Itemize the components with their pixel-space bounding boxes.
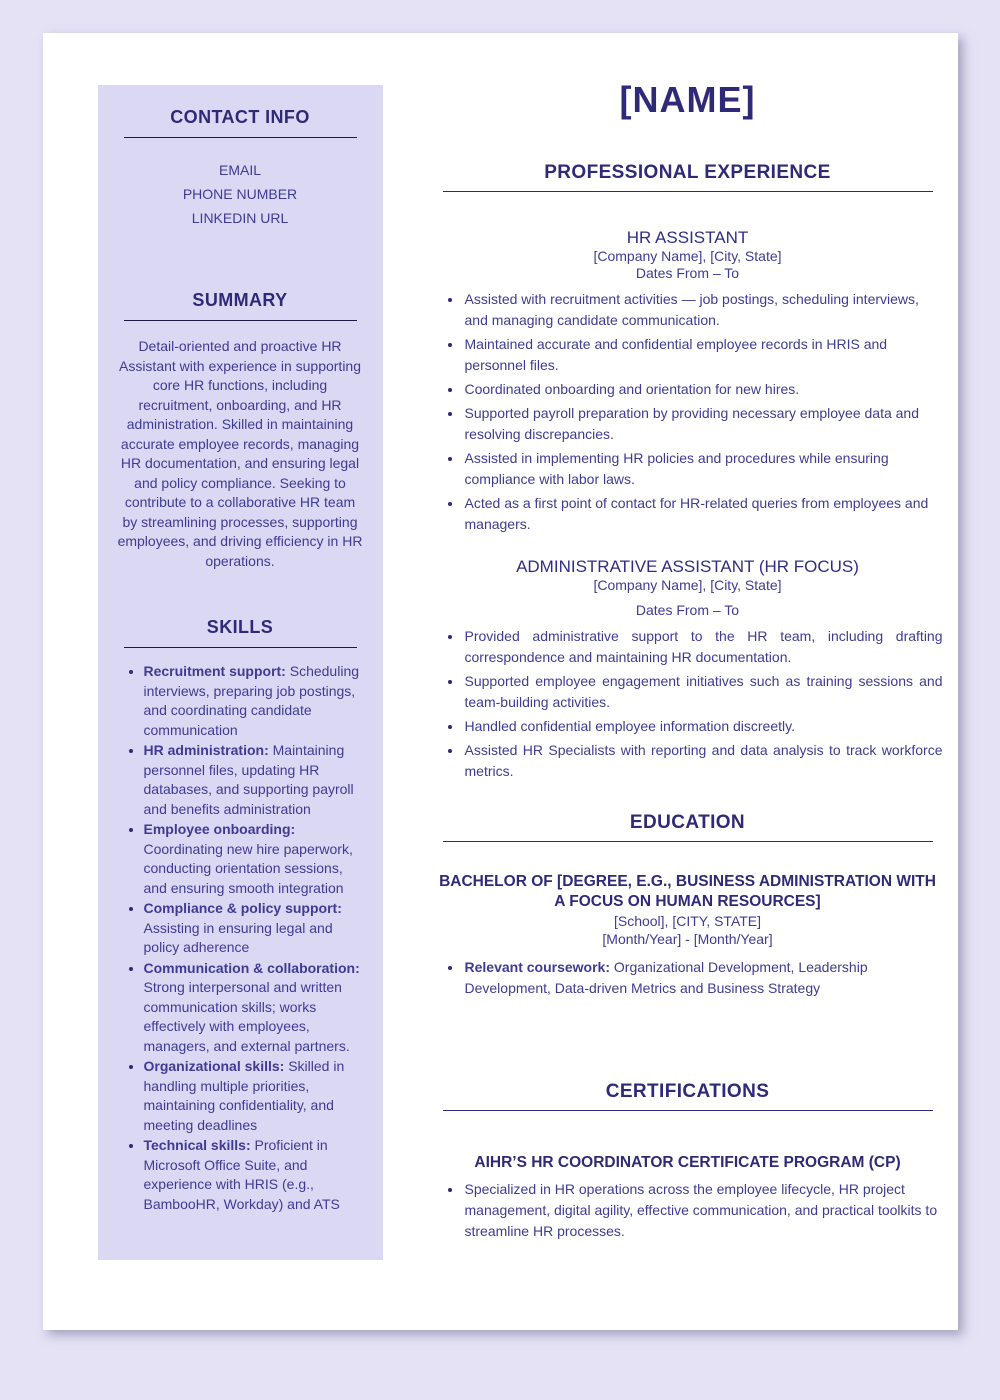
- skill-label: Compliance & policy support:: [143, 900, 342, 916]
- skill-text: Strong interpersonal and written communication skills; works effectively with employees, managers, and external partners.: [143, 979, 350, 1054]
- summary-text: Detail-oriented and proactive HR Assistant with experience in supporting core HR functions, including recruitment, onboarding, and HR administration. Skilled in maintaining accurate employee records, managing HR documentation, and ensuring legal and policy compliance. Seeking to contribute to a collaborative HR team by streamlining processes, supporting employees, and driving efficiency in HR operations.: [117, 338, 363, 569]
- job1-bullet: • Assisted in implementing HR policies and procedures while ensuring compliance with labor laws.: [463, 448, 943, 490]
- skill-label: Employee onboarding:: [143, 821, 296, 837]
- certifications-heading: CERTIFICATIONS: [605, 1081, 770, 1102]
- skill-item: [144, 1057, 363, 1135]
- skills-list: [118, 662, 363, 1214]
- skill-item: [144, 741, 363, 819]
- skill-text: Assisting in ensuring legal and policy adherence: [143, 919, 333, 955]
- skill-text: Proficient in Microsoft Office Suite, and experience with HRIS (e.g., BambooHR, Workday) and ATS: [143, 1137, 340, 1212]
- job2-bullet: • Assisted HR Specialists with reporting and data analysis to track workforce metrics.: [463, 740, 943, 782]
- skill-item: [144, 959, 363, 1057]
- certification-bullets: [433, 1179, 943, 1242]
- skill-label: Organizational skills:: [143, 1058, 285, 1074]
- coursework-label: Relevant coursework:: [464, 959, 610, 975]
- contact-list: [118, 158, 363, 230]
- job2-bullet: • Supported employee engagement initiatives such as training sessions and team-building activities.: [463, 671, 943, 713]
- certification-bullet: • Specialized in HR operations across the employee lifecycle, HR project management, digital agility, effective communication, and practical toolkits to streamline HR processes.: [463, 1179, 943, 1242]
- skill-label: Communication & collaboration:: [143, 959, 360, 976]
- skill-item: [144, 899, 363, 958]
- skill-text: Skilled in handling multiple priorities, maintaining confidentiality, and meeting deadlines: [143, 1058, 345, 1133]
- summary-heading: SUMMARY: [124, 290, 357, 321]
- job2-title: ADMINISTRATIVE ASSISTANT (HR FOCUS): [516, 557, 859, 576]
- skill-item: [144, 1136, 363, 1214]
- skill-label: Technical skills:: [143, 1137, 251, 1153]
- job2-dates: Dates From – To: [635, 602, 740, 618]
- job1-bullet: • Assisted with recruitment activities — job postings, scheduling interviews, and managing candidate communication.: [463, 289, 943, 331]
- skill-text: Coordinating new hire paperwork, conducting orientation sessions, and ensuring smooth integration: [143, 840, 353, 896]
- job1-bullet: • Coordinated onboarding and orientation for new hires.: [463, 379, 943, 400]
- main-column: [433, 80, 943, 1245]
- job1-bullets: [433, 289, 943, 535]
- job1-bullet: • Acted as a first point of contact for HR-related queries from employees and managers.: [463, 493, 943, 535]
- contact-item: PHONE NUMBER: [182, 186, 298, 202]
- certifications-rule: [443, 1110, 933, 1111]
- skill-item: [144, 820, 363, 898]
- school-line: [School], [CITY, STATE]: [613, 913, 762, 929]
- coursework-list: [433, 957, 943, 999]
- sidebar: [98, 85, 383, 1260]
- experience-heading: PROFESSIONAL EXPERIENCE: [544, 162, 831, 183]
- education-rule: [443, 841, 933, 842]
- resume-page: [43, 33, 958, 1330]
- coursework-item: [463, 957, 943, 999]
- skill-label: HR administration:: [143, 742, 269, 758]
- job2-bullets: [433, 626, 943, 782]
- job1-title: HR ASSISTANT: [626, 228, 749, 247]
- education-dates: [Month/Year] - [Month/Year]: [602, 931, 773, 947]
- degree-title: BACHELOR OF [DEGREE, E.G., BUSINESS ADMINISTRATION WITH A FOCUS ON HUMAN RESOURCES]: [439, 873, 936, 910]
- job2-bullet: • Provided administrative support to the HR team, including drafting correspondence and maintaining HR documentation.: [463, 626, 943, 668]
- contact-info-heading: CONTACT INFO: [124, 107, 357, 138]
- education-heading: EDUCATION: [629, 812, 746, 833]
- contact-item: LINKEDIN URL: [191, 210, 289, 226]
- certification-title: AIHR’S HR COORDINATOR CERTIFICATE PROGRAM (CP): [474, 1154, 901, 1171]
- skill-item: [144, 662, 363, 740]
- contact-item: EMAIL: [218, 162, 261, 178]
- candidate-name: [NAME]: [619, 79, 756, 120]
- job1-bullet: • Supported payroll preparation by providing necessary employee data and resolving discrepancies.: [463, 403, 943, 445]
- job1-bullet: • Maintained accurate and confidential employee records in HRIS and personnel files.: [463, 334, 943, 376]
- skill-label: Recruitment support:: [143, 663, 286, 679]
- job2-bullet: • Handled confidential employee information discreetly.: [463, 716, 943, 737]
- coursework-text: Organizational Development, Leadership Development, Data-driven Metrics and Business Strategy: [464, 959, 868, 996]
- job2-company: [Company Name], [City, State]: [593, 577, 782, 593]
- skills-heading: SKILLS: [124, 617, 357, 648]
- experience-rule: [443, 191, 933, 192]
- skill-text: Scheduling interviews, preparing job postings, and coordinating candidate communication: [143, 663, 360, 738]
- job1-company: [Company Name], [City, State]: [593, 248, 782, 264]
- job1-dates: Dates From – To: [635, 265, 740, 281]
- skill-text: Maintaining personnel files, updating HR databases, and supporting payroll and benefits administration: [143, 742, 354, 817]
